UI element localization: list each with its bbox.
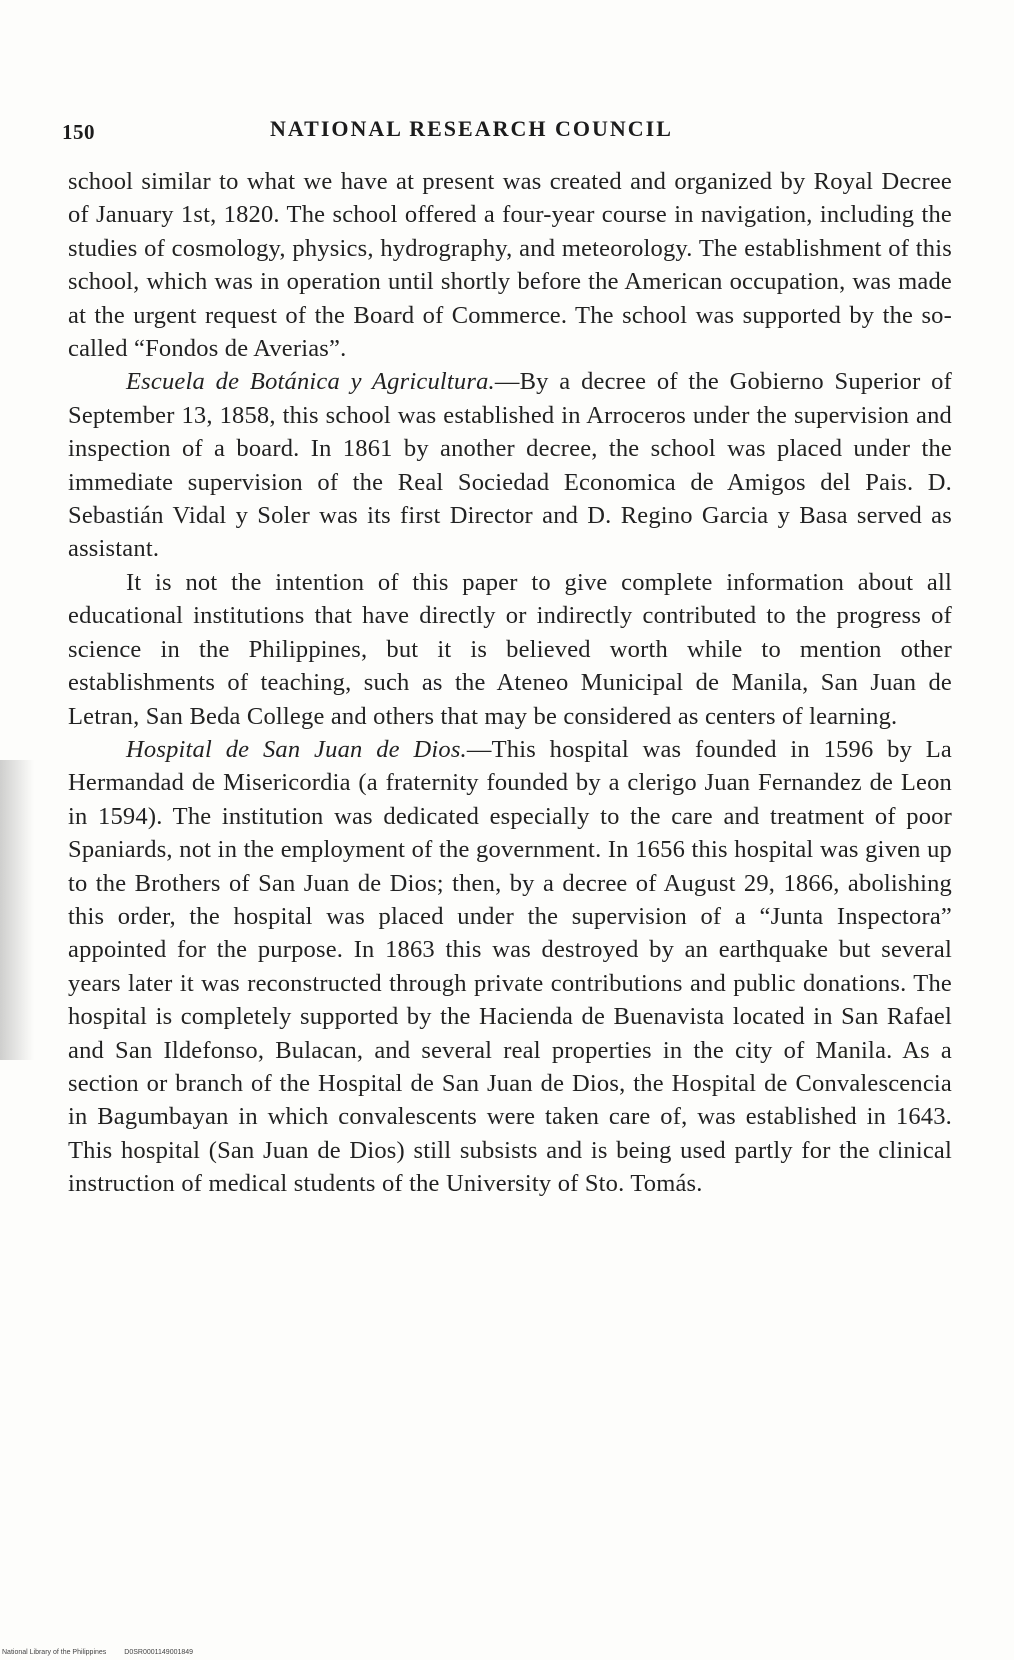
paragraph-text: —By a decree of the Gobierno Superior of September 13, 1858, this school was established in Arroceros under the supervision and inspection of a board. In 1861 by another decree, the school was placed under the immediate supervision of the Real Sociedad Economica de Amigos del Pais. D. Sebastián Vidal y Soler was its first Director and D. Regino Garcia y Basa served as assistant.	[68, 368, 952, 563]
paragraph-4	[68, 733, 952, 1201]
paragraph-3	[68, 566, 952, 733]
paragraph-2	[68, 365, 952, 565]
paragraph-text: It is not the intention of this paper to give complete information about all educational institutions that have directly or indirectly contributed to the progress of science in the Philippines, but it is believed worth while to mention other establishments of teaching, such as the Ateneo Municipal de Manila, San Juan de Letran, San Beda College and others that may be considered as centers of learning.	[68, 568, 952, 730]
page-number: 150	[62, 120, 95, 144]
scan-edge-shadow	[0, 760, 34, 1060]
section-heading: Hospital de San Juan de Dios.	[126, 735, 467, 763]
paragraph-text: school similar to what we have at present was created and organized by Royal Decree of January 1st, 1820. The school offered a four-year course in navigation, including the studies of cosmology, physics, hydrography, and meteorology. The establishment of this school, which was in operation until shortly before the American occupation, was made at the urgent request of the Board of Commerce. The school was supported by the so-called “Fondos de Averias”.	[68, 168, 952, 363]
paragraph-1	[68, 165, 952, 365]
section-heading: Escuela de Botánica y Agricultura.	[126, 368, 495, 396]
paragraph-text: —This hospital was founded in 1596 by La Hermandad de Misericordia (a fraternity founded by a clerigo Juan Fernandez de Leon in 1594). The institution was dedicated especially to the care and treatment of poor Spaniards, not in the employment of the government. In 1656 this hospital was given up to the Brothers of San Juan de Dios; then, by a decree of August 29, 1866, abolishing this order, the hospital was placed under the supervision of a “Junta Inspectora” appointed for the purpose. In 1863 this was destroyed by an earthquake but several years later it was reconstructed through private contributions and public donations. The hospital is completely supported by the Hacienda de Buenavista located in San Rafael and San Ildefonso, Bulacan, and several real properties in the city of Manila. As a section or branch of the Hospital de San Juan de Dios, the Hospital de Convalescencia in Bagumbayan in which convalescents were taken care of, was established in 1643. This hospital (San Juan de Dios) still subsists and is being used partly for the clinical instruction of medical students of the University of Sto. Tomás.	[68, 735, 952, 1198]
page-header	[62, 112, 952, 148]
running-head: NATIONAL RESEARCH COUNCIL	[270, 116, 673, 141]
footer-code: D0SR0001149001849	[124, 1649, 194, 1656]
body-text	[68, 165, 952, 1201]
scan-footer	[2, 1649, 193, 1656]
footer-library: National Library of the Philippines	[2, 1649, 107, 1656]
